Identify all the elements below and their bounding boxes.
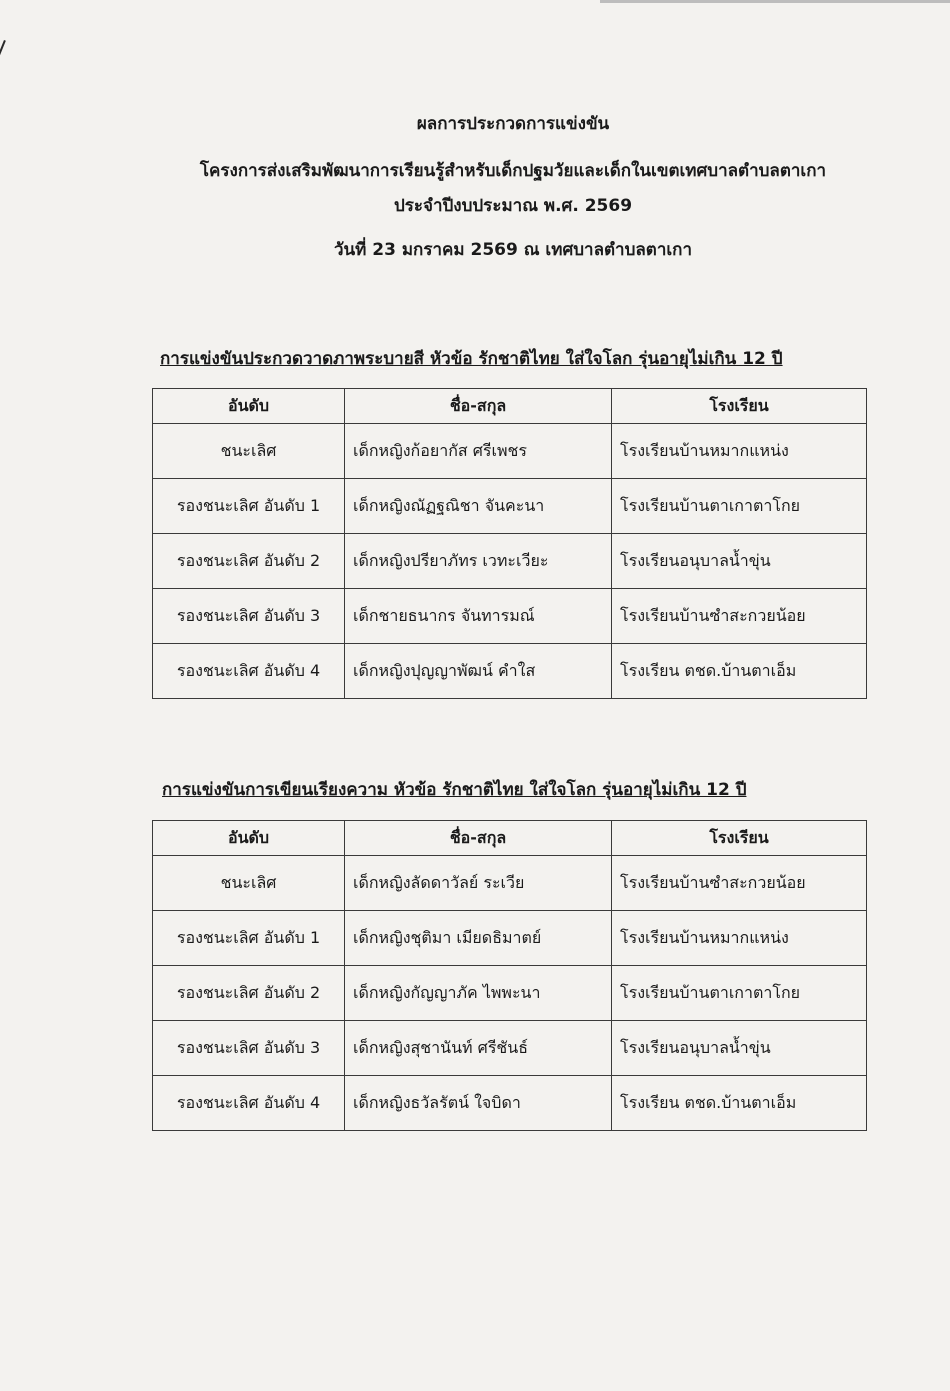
name-cell: เด็กหญิงกัญญาภัค ไพพะนา	[345, 966, 612, 1021]
name-cell: เด็กหญิงปรียาภัทร เวทะเวียะ	[345, 534, 612, 589]
table-row	[153, 589, 867, 644]
school-cell: โรงเรียน ตชด.บ้านตาเอ็ม	[612, 644, 867, 699]
table-row	[153, 644, 867, 699]
results-table-essay	[152, 820, 867, 1131]
table-row	[153, 1021, 867, 1076]
name-cell: เด็กหญิงณัฏฐณิชา จันคะนา	[345, 479, 612, 534]
table-header-row	[153, 821, 867, 856]
rank-cell: รองชนะเลิศ อันดับ 1	[153, 479, 345, 534]
pen-mark	[0, 40, 6, 83]
name-cell: เด็กหญิงลัดดาวัลย์ ระเวีย	[345, 856, 612, 911]
school-cell: โรงเรียนบ้านตาเกาตาโกย	[612, 479, 867, 534]
section-title-essay: การแข่งขันการเขียนเรียงความ หัวข้อ รักชาติไทย ใส่ใจโลก รุ่นอายุไม่เกิน 12 ปี	[162, 780, 747, 800]
table-row	[153, 479, 867, 534]
rank-cell: รองชนะเลิศ อันดับ 4	[153, 644, 345, 699]
column-header-name: ชื่อ-สกุล	[345, 821, 612, 856]
column-header-rank: อันดับ	[153, 821, 345, 856]
school-cell: โรงเรียนอนุบาลน้ำขุ่น	[612, 534, 867, 589]
name-cell: เด็กหญิงธวัลรัตน์ ใจบิดา	[345, 1076, 612, 1131]
school-cell: โรงเรียนบ้านตาเกาตาโกย	[612, 966, 867, 1021]
results-table-drawing	[152, 388, 867, 699]
table-row	[153, 911, 867, 966]
section-title-drawing: การแข่งขันประกวดวาดภาพระบายสี หัวข้อ รักชาติไทย ใส่ใจโลก รุ่นอายุไม่เกิน 12 ปี	[160, 349, 783, 369]
event-date: วันที่ 23 มกราคม 2569 ณ เทศบาลตำบลตาเกา	[333, 240, 693, 260]
rank-cell: รองชนะเลิศ อันดับ 1	[153, 911, 345, 966]
table-row	[153, 1076, 867, 1131]
school-cell: โรงเรียนบ้านหมากแหน่ง	[612, 911, 867, 966]
rank-cell: รองชนะเลิศ อันดับ 2	[153, 966, 345, 1021]
name-cell: เด็กหญิงชุติมา เมียดธิมาตย์	[345, 911, 612, 966]
rank-cell: ชนะเลิศ	[153, 424, 345, 479]
table-header-row	[153, 389, 867, 424]
school-cell: โรงเรียนบ้านหมากแหน่ง	[612, 424, 867, 479]
table-row	[153, 424, 867, 479]
column-header-school: โรงเรียน	[612, 389, 867, 424]
table-row	[153, 534, 867, 589]
name-cell: เด็กหญิงก้อยากัส ศรีเพชร	[345, 424, 612, 479]
school-cell: โรงเรียนอนุบาลน้ำขุ่น	[612, 1021, 867, 1076]
rank-cell: รองชนะเลิศ อันดับ 2	[153, 534, 345, 589]
school-cell: โรงเรียนบ้านซำสะกวยน้อย	[612, 856, 867, 911]
table-row	[153, 966, 867, 1021]
name-cell: เด็กหญิงสุชานันท์ ศรีชันธ์	[345, 1021, 612, 1076]
rank-cell: รองชนะเลิศ อันดับ 3	[153, 1021, 345, 1076]
table-row	[153, 856, 867, 911]
column-header-name: ชื่อ-สกุล	[345, 389, 612, 424]
rank-cell: ชนะเลิศ	[153, 856, 345, 911]
column-header-school: โรงเรียน	[612, 821, 867, 856]
fiscal-year: ประจำปีงบประมาณ พ.ศ. 2569	[393, 196, 633, 216]
name-cell: เด็กหญิงปุญญาพัฒน์ คำใส	[345, 644, 612, 699]
column-header-rank: อันดับ	[153, 389, 345, 424]
name-cell: เด็กชายธนากร จันทารมณ์	[345, 589, 612, 644]
project-name: โครงการส่งเสริมพัฒนาการเรียนรู้สำหรับเด็กปฐมวัยและเด็กในเขตเทศบาลตำบลตาเกา	[199, 161, 827, 181]
school-cell: โรงเรียน ตชด.บ้านตาเอ็ม	[612, 1076, 867, 1131]
page-edge	[600, 0, 950, 3]
rank-cell: รองชนะเลิศ อันดับ 3	[153, 589, 345, 644]
rank-cell: รองชนะเลิศ อันดับ 4	[153, 1076, 345, 1131]
school-cell: โรงเรียนบ้านซำสะกวยน้อย	[612, 589, 867, 644]
document-title: ผลการประกวดการแข่งขัน	[416, 114, 610, 134]
